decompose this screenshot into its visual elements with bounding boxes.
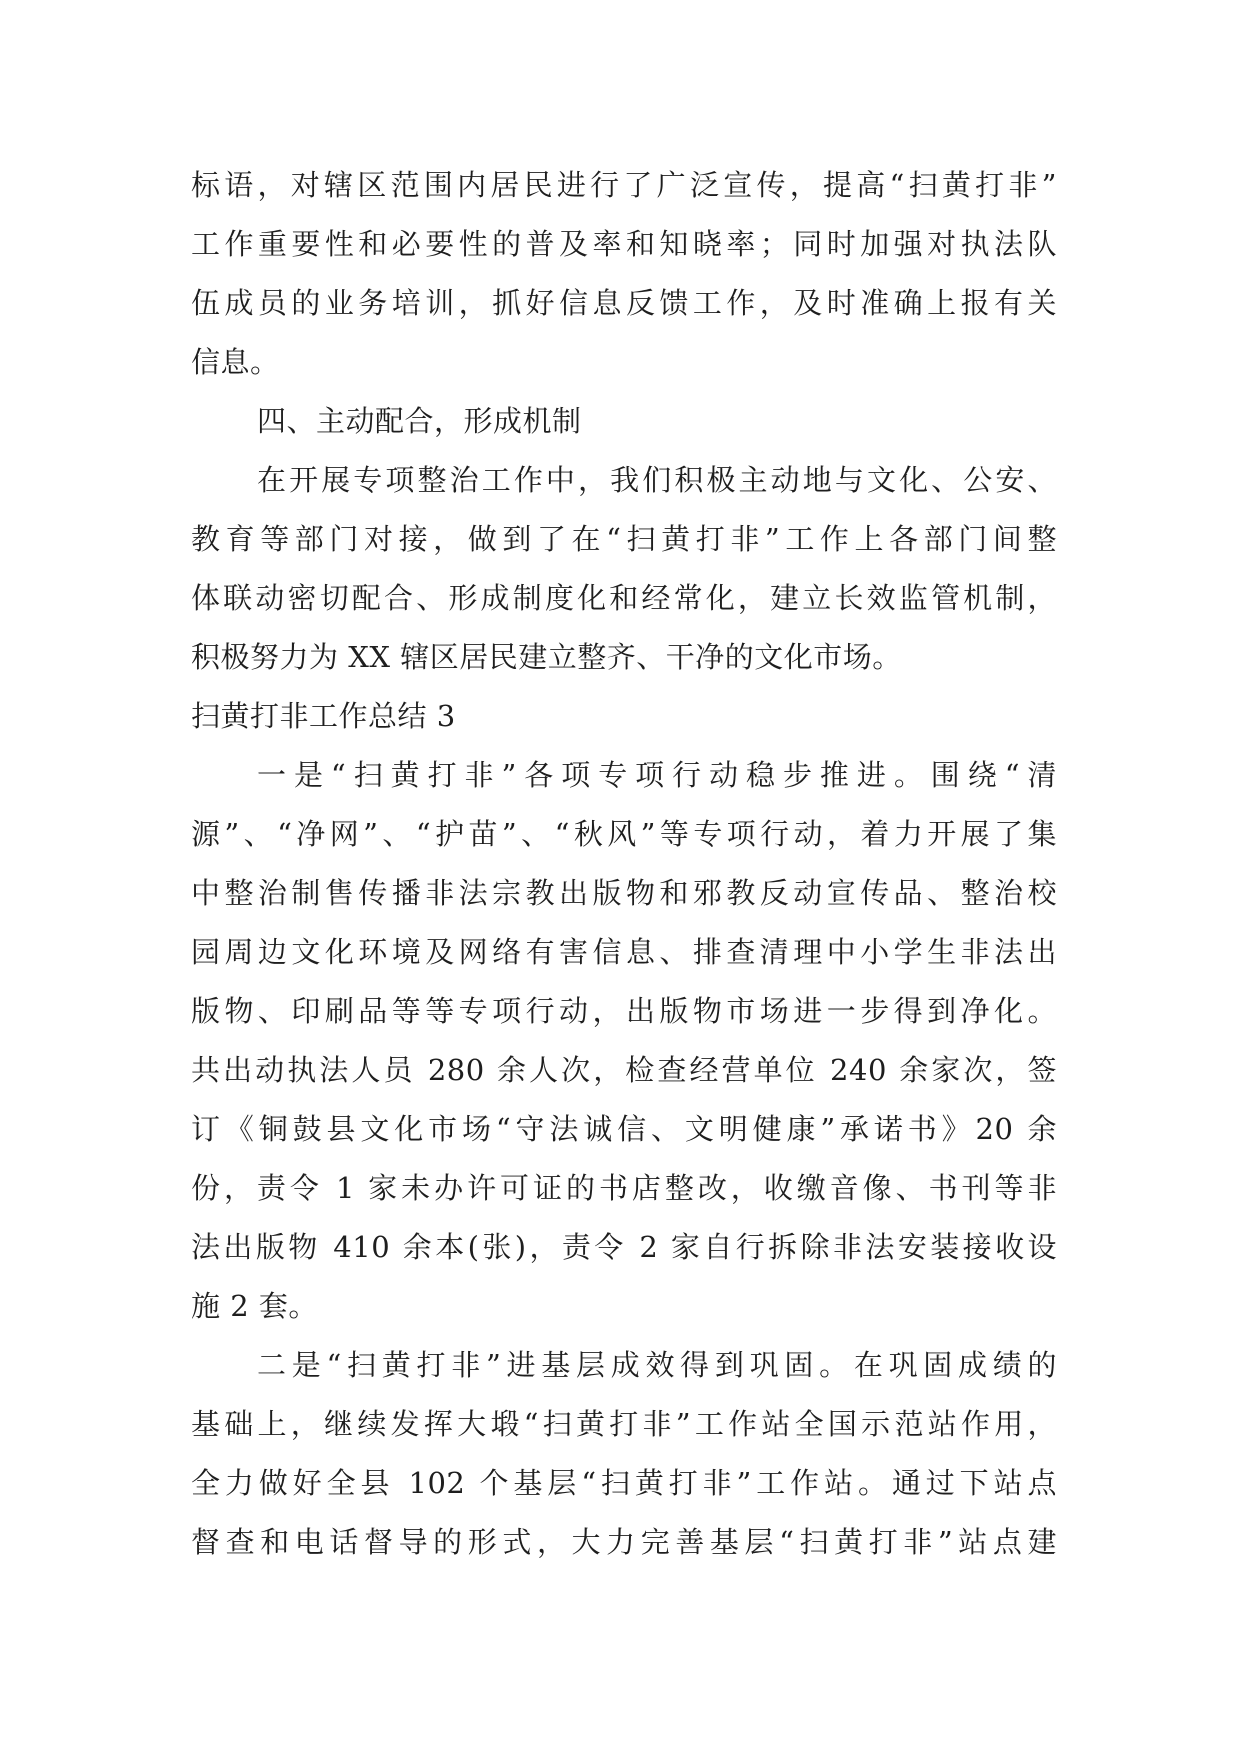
text-line: 源”、“净网”、“护苗”、“秋风”等专项行动，着力开展了集	[191, 817, 1057, 851]
text-line: 园周边文化环境及网络有害信息、排查清理中小学生非法出	[191, 935, 1057, 969]
text-line: 督查和电话督导的形式，大力完善基层“扫黄打非”站点建	[191, 1525, 1057, 1559]
text-line: 份，责令 1 家未办许可证的书店整改，收缴音像、书刊等非	[191, 1171, 1057, 1205]
text-line: 二是“扫黄打非”进基层成效得到巩固。在巩固成绩的	[257, 1348, 1057, 1382]
text-line: 工作重要性和必要性的普及率和知晓率；同时加强对执法队	[191, 227, 1057, 261]
text-line: 在开展专项整治工作中，我们积极主动地与文化、公安、	[257, 463, 1057, 497]
document-body	[191, 156, 1057, 1572]
text-line: 共出动执法人员 280 余人次，检查经营单位 240 余家次，签	[191, 1053, 1058, 1087]
paragraph-cooperation	[191, 451, 1057, 687]
text-line: 教育等部门对接，做到了在“扫黄打非”工作上各部门间整	[191, 522, 1057, 556]
text-line: 积极努力为 XX 辖区居民建立整齐、干净的文化市场。	[191, 640, 902, 674]
text-line: 全力做好全县 102 个基层“扫黄打非”工作站。通过下站点	[191, 1466, 1057, 1500]
text-line: 一是“扫黄打非”各项专项行动稳步推进。围绕“清	[257, 758, 1057, 792]
text-line: 版物、印刷品等等专项行动，出版物市场进一步得到净化。	[191, 994, 1057, 1028]
text-line: 体联动密切配合、形成制度化和经常化，建立长效监管机制，	[191, 581, 1057, 615]
text-line: 订《铜鼓县文化市场“守法诚信、文明健康”承诺书》20 余	[191, 1112, 1057, 1146]
paragraph-one	[191, 746, 1057, 1336]
text-line: 基础上，继续发挥大塅“扫黄打非”工作站全国示范站作用，	[191, 1407, 1057, 1441]
text-line: 施 2 套。	[191, 1289, 318, 1323]
paragraph-two	[191, 1336, 1057, 1572]
text-line: 标语，对辖区范围内居民进行了广泛宣传，提高“扫黄打非”	[191, 168, 1057, 202]
continued-paragraph	[191, 156, 1057, 392]
text-line: 中整治制售传播非法宗教出版物和邪教反动宣传品、整治校	[191, 876, 1057, 910]
summary-title: 扫黄打非工作总结 3	[191, 699, 456, 733]
section-heading: 四、主动配合，形成机制	[257, 404, 582, 438]
text-line: 信息。	[191, 345, 280, 379]
text-line: 法出版物 410 余本(张)，责令 2 家自行拆除非法安装接收设	[191, 1230, 1057, 1264]
text-line: 伍成员的业务培训，抓好信息反馈工作，及时准确上报有关	[191, 286, 1057, 320]
